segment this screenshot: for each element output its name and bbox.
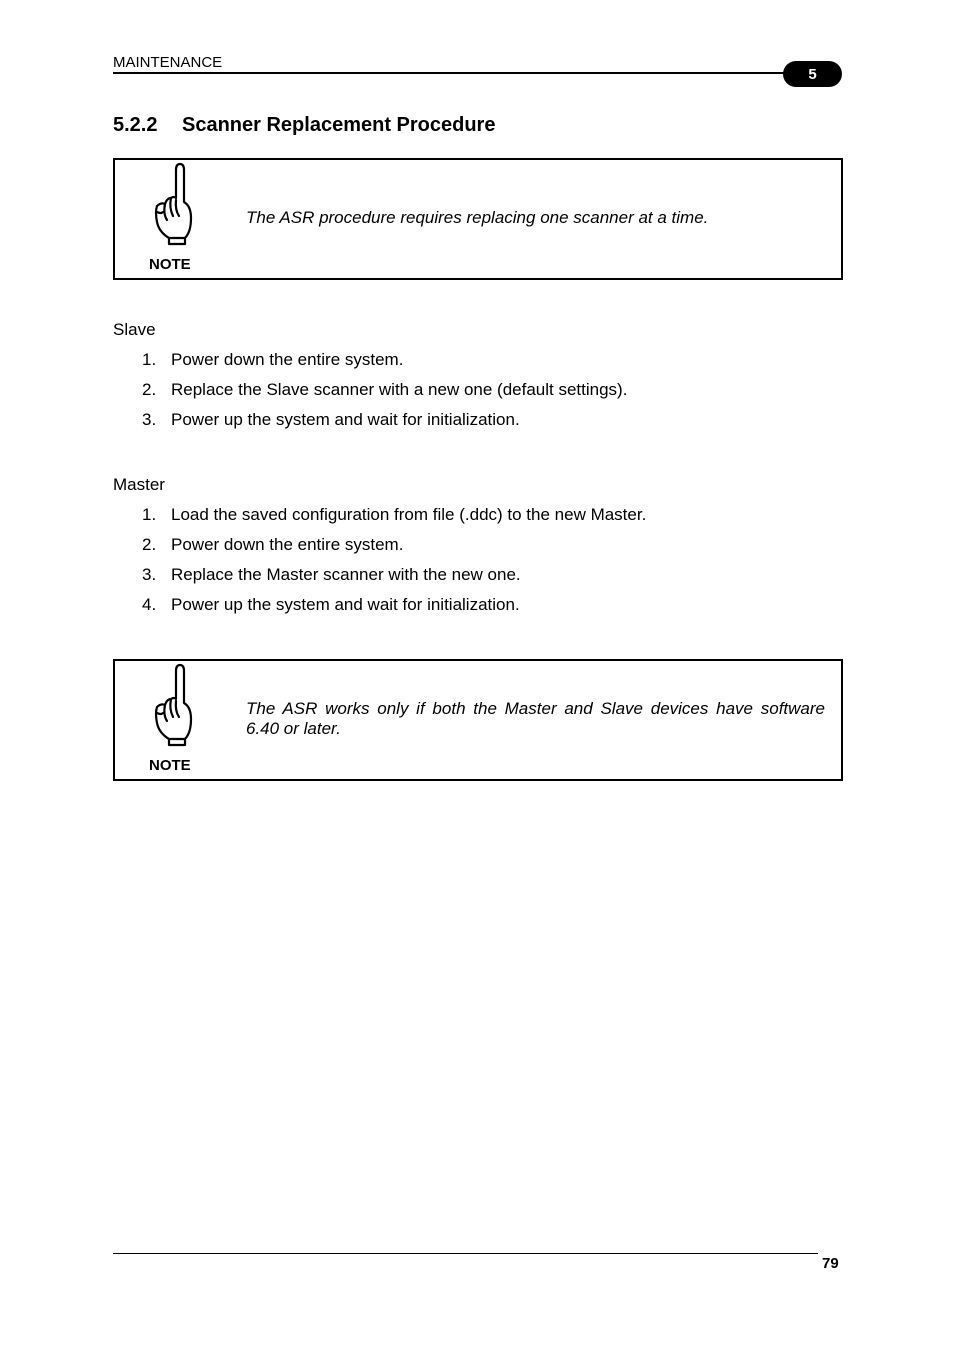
note-text: The ASR procedure requires replacing one scanner at a time.: [246, 208, 709, 227]
footer-rule: [113, 1253, 818, 1254]
list-item: 3. Power up the system and wait for initialization.: [142, 410, 520, 429]
pointing-hand-icon: [149, 162, 195, 246]
list-item: 4. Power up the system and wait for initialization.: [142, 595, 520, 614]
list-item: 1. Power down the entire system.: [142, 350, 404, 369]
header-rule: [113, 72, 803, 74]
chapter-badge: 5: [783, 61, 842, 87]
section-title-text: Scanner Replacement Procedure: [182, 114, 496, 136]
slave-steps-list: [113, 350, 627, 440]
list-item: 1. Load the saved configuration from file (.ddc) to the new Master.: [142, 505, 647, 524]
master-steps-list: [113, 505, 646, 625]
note-label: NOTE: [149, 757, 191, 774]
note-text: The ASR works only if both the Master and Slave devices have software 6.40 or later.: [246, 699, 825, 738]
note-box-2: [113, 659, 843, 781]
note-box-1: [113, 158, 843, 280]
section-number: 5.2.2: [113, 114, 158, 136]
slave-heading: Slave: [113, 320, 156, 339]
section-title: [113, 114, 495, 137]
list-item: 2. Replace the Slave scanner with a new one (default settings).: [142, 380, 628, 399]
page-number: 79: [822, 1255, 839, 1272]
list-item: 3. Replace the Master scanner with the new one.: [142, 565, 521, 584]
list-item: 2. Power down the entire system.: [142, 535, 404, 554]
master-heading: Master: [113, 475, 165, 494]
running-header: MAINTENANCE: [113, 54, 223, 71]
pointing-hand-icon: [149, 663, 195, 747]
note-label: NOTE: [149, 256, 191, 273]
